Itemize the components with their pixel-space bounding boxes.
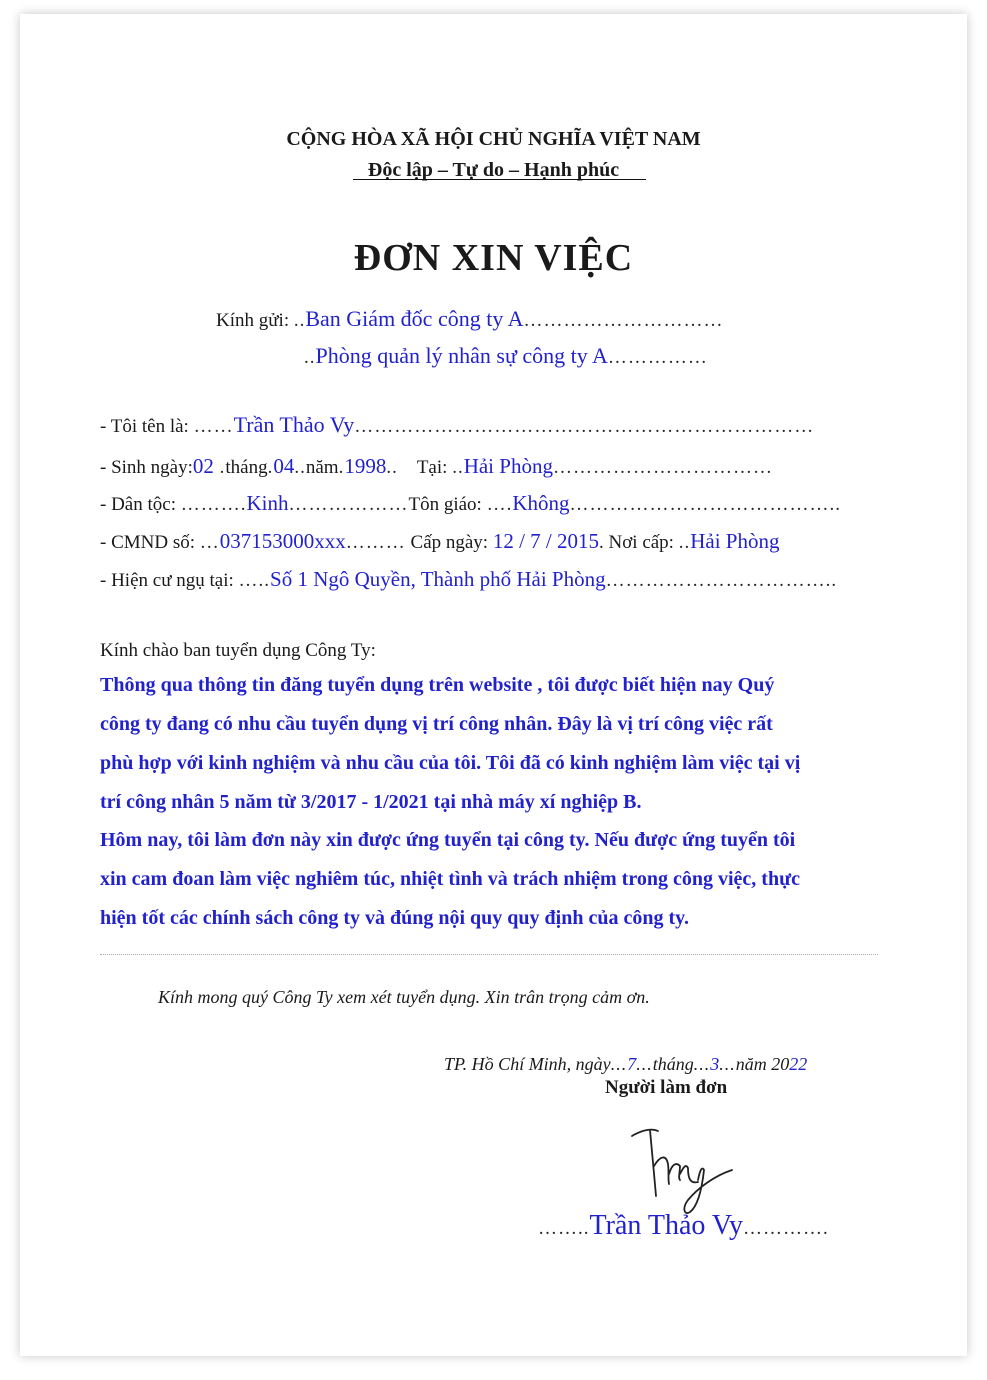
signer-name: Trần Thảo Vy bbox=[589, 1210, 744, 1241]
issue-place-value: Hải Phòng bbox=[690, 529, 780, 553]
recipient-line-2: ..Phòng quản lý nhân sự công ty A…………… bbox=[304, 343, 708, 368]
recipient-value-2: Phòng quản lý nhân sự công ty A bbox=[315, 343, 608, 368]
signing-month-label: tháng bbox=[652, 1054, 694, 1074]
signing-year-label: năm 20 bbox=[735, 1054, 790, 1074]
issue-date-value: 12 / 7 / 2015 bbox=[492, 529, 600, 553]
dob-day: 02 bbox=[192, 454, 214, 478]
signing-place: TP. Hồ Chí Minh, ngày bbox=[444, 1054, 611, 1074]
letter-closing: Kính mong quý Công Ty xem xét tuyển dụng. Xin trân trọng cảm ơn. bbox=[158, 987, 650, 1007]
issue-date-label: Cấp ngày: bbox=[410, 532, 489, 553]
letter-line-5: Hôm nay, tôi làm đơn này xin được ứng tuyển tại công ty. Nếu được ứng tuyển tôi bbox=[100, 829, 796, 851]
recipient-value-1: Ban Giám đốc công ty A bbox=[305, 306, 524, 331]
document-title: ĐƠN XIN VIỆC bbox=[353, 237, 634, 279]
dob-month: 04 bbox=[273, 454, 295, 478]
motto-underline bbox=[353, 179, 646, 180]
religion-label: Tôn giáo: bbox=[408, 494, 482, 515]
dob-year-label: năm bbox=[305, 457, 339, 478]
letter-line-4: trí công nhân 5 năm từ 3/2017 - 1/2021 tại nhà máy xí nghiệp B. bbox=[100, 791, 642, 813]
recipient-label: Kính gửi: bbox=[216, 310, 290, 331]
letter-line-1: Thông qua thông tin đăng tuyển dụng trên website , tôi được biết hiện nay Quý bbox=[100, 674, 775, 696]
signing-date: TP. Hồ Chí Minh, ngày...7...tháng...3...năm 2022 bbox=[444, 1054, 808, 1074]
handwritten-signature bbox=[628, 1122, 738, 1217]
name-value: Trần Thảo Vy bbox=[233, 412, 355, 437]
blank-dotted-line bbox=[100, 954, 878, 957]
field-id-card: - CMND số: …037153000xxx……… Cấp ngày: 12 / 7 / 2015. Nơi cấp: ..Hải Phòng bbox=[100, 529, 780, 553]
birthplace-value: Hải Phòng bbox=[463, 454, 553, 478]
ethnicity-label: - Dân tộc: bbox=[100, 494, 176, 515]
signing-month: 3 bbox=[710, 1054, 720, 1074]
signer-label: Người làm đơn bbox=[605, 1077, 728, 1098]
national-motto: Độc lập – Tự do – Hạnh phúc bbox=[367, 159, 620, 181]
religion-value: Không bbox=[512, 491, 570, 515]
letter-greeting: Kính chào ban tuyển dụng Công Ty: bbox=[100, 640, 376, 661]
field-address: - Hiện cư ngụ tại: …..Số 1 Ngô Quyền, Thành phố Hải Phòng…………………………….. bbox=[100, 567, 838, 591]
national-name: CỘNG HÒA XÃ HỘI CHỦ NGHĨA VIỆT NAM bbox=[286, 128, 701, 150]
dob-label: - Sinh ngày: bbox=[100, 457, 193, 478]
letter-line-7: hiện tốt các chính sách công ty và đúng nội quy quy định của công ty. bbox=[100, 907, 690, 929]
dob-year: 1998 bbox=[344, 454, 387, 478]
field-birth: - Sinh ngày:02 .tháng.04..năm.1998.. Tại: ..Hải Phòng…………………………… bbox=[100, 454, 773, 478]
id-label: - CMND số: bbox=[100, 532, 196, 553]
letter-line-3: phù hợp với kinh nghiệm và nhu cầu của tôi. Tôi đã có kinh nghiệm làm việc tại vị bbox=[100, 752, 801, 774]
signing-day: 7 bbox=[627, 1054, 637, 1074]
signer-name-line: ……..Trần Thảo Vy…………. bbox=[538, 1210, 829, 1241]
recipient-line-1: Kính gửi: ..Ban Giám đốc công ty A………………………… bbox=[216, 306, 724, 331]
address-value: Số 1 Ngô Quyền, Thành phố Hải Phòng bbox=[270, 567, 606, 591]
id-value: 037153000xxx bbox=[219, 529, 346, 553]
issue-place-label: Nơi cấp: bbox=[608, 532, 674, 553]
letter-line-6: xin cam đoan làm việc nghiêm túc, nhiệt tình và trách nhiệm trong công việc, thực bbox=[100, 868, 800, 890]
field-ethnicity: - Dân tộc: ……….Kinh………………Tôn giáo: ….Không………………………………….. bbox=[100, 491, 842, 515]
birthplace-label: Tại: bbox=[416, 457, 448, 478]
field-name: - Tôi tên là: ……Trần Thảo Vy…………………………………………………………… bbox=[100, 412, 815, 437]
letter-line-2: công ty đang có nhu cầu tuyển dụng vị trí công nhân. Đây là vị trí công việc rất bbox=[100, 713, 773, 735]
ethnicity-value: Kinh bbox=[246, 491, 289, 515]
document-page bbox=[20, 14, 967, 1356]
signing-year: 22 bbox=[789, 1054, 808, 1074]
dob-month-label: tháng bbox=[225, 457, 268, 478]
name-label: - Tôi tên là: bbox=[100, 416, 189, 437]
address-label: - Hiện cư ngụ tại: bbox=[100, 570, 234, 591]
